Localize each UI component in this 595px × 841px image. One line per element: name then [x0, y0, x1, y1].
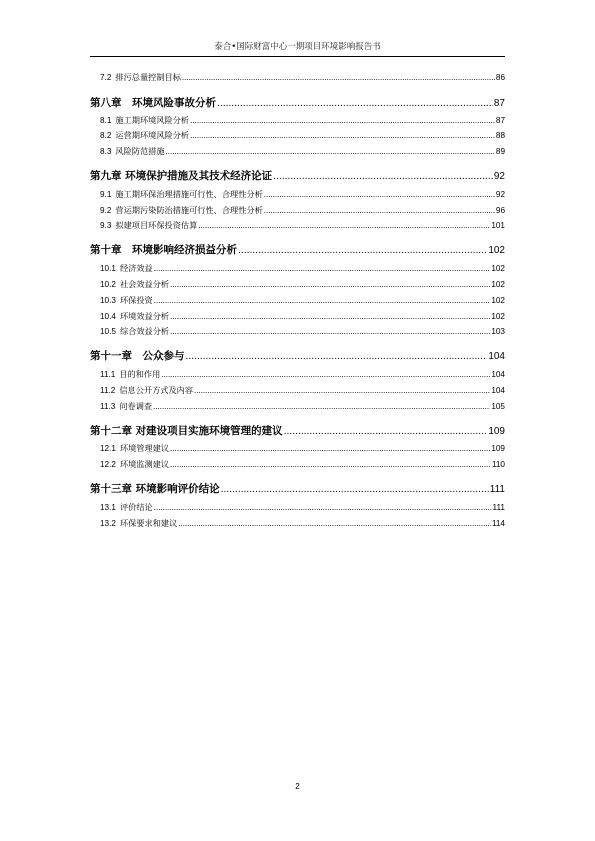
toc-page-number: 111	[492, 503, 505, 512]
toc-entry-number: 11.3	[100, 402, 116, 411]
toc-section-entry[interactable]	[90, 146, 505, 157]
toc-entry-title	[90, 348, 185, 363]
toc-entry-label: 施工期环保治理措施可行性、合理性分析	[115, 189, 263, 199]
toc-leader-dots	[198, 222, 490, 230]
toc-section-entry[interactable]	[90, 72, 505, 83]
toc-section-entry[interactable]	[90, 115, 505, 126]
toc-entry-title	[100, 326, 169, 337]
toc-leader-dots	[238, 246, 487, 256]
toc-entry-label: 第十二章 对建设项目实施环境管理的建议	[90, 425, 283, 437]
toc-entry-label: 第十三章 环境影响评价结论	[90, 483, 220, 495]
toc-entry-label: 信息公开方式及内容	[119, 385, 194, 395]
toc-leader-dots	[154, 265, 491, 273]
running-header: 泰合•国际财富中心一期项目环境影响报告书	[214, 42, 381, 52]
toc-entry-number: 10.1	[100, 264, 116, 273]
toc-page-number: 109	[488, 426, 505, 437]
toc-leader-dots	[170, 281, 490, 289]
toc-section-entry[interactable]	[90, 459, 505, 470]
page-number: 2	[295, 782, 300, 791]
toc-entry-title	[100, 295, 153, 306]
toc-leader-dots	[170, 461, 491, 469]
toc-leader-dots	[166, 148, 495, 156]
toc-leader-dots	[154, 297, 491, 305]
toc-leader-dots	[194, 387, 490, 395]
toc-leader-dots	[161, 371, 490, 379]
toc-chapter-entry[interactable]	[90, 423, 505, 438]
toc-entry-number: 11.2	[100, 386, 116, 395]
toc-section-entry[interactable]	[90, 369, 505, 380]
toc-section-entry[interactable]	[90, 279, 505, 290]
toc-entry-number: 13.2	[100, 519, 116, 528]
toc-entry-label: 运营期环境风险分析	[115, 130, 190, 140]
toc-leader-dots	[170, 328, 490, 336]
toc-entry-label: 综合效益分析	[119, 326, 170, 336]
toc-entry-title	[100, 279, 169, 290]
toc-entry-label: 环境监测建议	[119, 459, 170, 469]
toc-leader-dots	[170, 313, 490, 321]
toc-entry-label: 营运期污染防治措施可行性、合理性分析	[115, 205, 263, 215]
toc-chapter-entry[interactable]	[90, 242, 505, 257]
toc-page-number: 86	[495, 73, 505, 82]
toc-entry-title	[100, 385, 193, 396]
toc-entry-title	[100, 311, 169, 322]
toc-entry-label: 第十一章 公众参与	[90, 350, 185, 362]
toc-entry-label: 问卷调查	[119, 401, 153, 411]
toc-entry-title	[90, 423, 283, 438]
toc-entry-number: 9.3	[100, 221, 112, 230]
toc-page-number: 102	[488, 245, 505, 256]
toc-page-number: 109	[491, 444, 505, 453]
toc-chapter-entry[interactable]	[90, 348, 505, 363]
toc-section-entry[interactable]	[90, 326, 505, 337]
toc-entry-number: 8.3	[100, 147, 112, 156]
toc-entry-title	[100, 369, 160, 380]
toc-entry-label: 风险防范措施	[115, 146, 165, 156]
toc-leader-dots	[178, 520, 491, 528]
toc-page-number: 96	[495, 206, 505, 215]
toc-entry-title	[100, 401, 152, 412]
toc-entry-label: 第十章 环境影响经济损益分析	[90, 244, 237, 256]
toc-leader-dots	[182, 74, 495, 82]
toc-entry-title	[100, 220, 197, 231]
toc-entry-number: 11.1	[100, 370, 116, 379]
toc-entry-title	[100, 263, 153, 274]
toc-entry-label: 环境效益分析	[119, 311, 170, 321]
toc-entry-number: 8.2	[100, 131, 112, 140]
toc-chapter-entry[interactable]	[90, 168, 505, 183]
toc-entry-title	[100, 518, 177, 529]
toc-entry-title	[90, 168, 272, 183]
toc-leader-dots	[154, 504, 492, 512]
toc-leader-dots	[217, 99, 493, 109]
toc-page-number: 104	[491, 386, 505, 395]
toc-leader-dots	[273, 172, 493, 182]
toc-chapter-entry[interactable]	[90, 95, 505, 110]
toc-entry-number: 9.2	[100, 206, 112, 215]
toc-leader-dots	[190, 132, 495, 140]
toc-entry-title	[100, 459, 169, 470]
toc-entry-title	[100, 189, 263, 200]
toc-page-number: 110	[491, 460, 505, 469]
toc-chapter-entry[interactable]	[90, 481, 505, 496]
toc-entry-label: 目的和作用	[119, 369, 161, 379]
toc-entry-title	[90, 481, 220, 496]
toc-leader-dots	[221, 485, 489, 495]
toc-page-number: 89	[495, 147, 505, 156]
toc-entry-label: 经济效益	[119, 263, 153, 273]
toc-page-number: 92	[493, 171, 505, 182]
toc-entry-label: 第九章 环境保护措施及其技术经济论证	[90, 170, 273, 182]
toc-entry-title	[100, 205, 263, 216]
toc-entry-number: 10.4	[100, 312, 116, 321]
toc-entry-label: 拟建项目环保投资估算	[115, 220, 198, 230]
toc-page-number: 114	[491, 519, 505, 528]
toc-entry-label: 施工期环境风险分析	[115, 115, 190, 125]
toc-entry-title	[90, 95, 216, 110]
toc-entry-number: 12.1	[100, 444, 116, 453]
toc-entry-number: 8.1	[100, 116, 112, 125]
toc-entry-label: 排污总量控制目标	[115, 72, 181, 82]
toc-entry-label: 环境管理建议	[119, 443, 170, 453]
toc-leader-dots	[170, 445, 490, 453]
toc-section-entry[interactable]	[90, 502, 505, 513]
toc-section-entry[interactable]	[90, 263, 505, 274]
toc-entry-number: 7.2	[100, 73, 112, 82]
toc-section-entry[interactable]	[90, 385, 505, 396]
toc-entry-label: 社会效益分析	[119, 279, 170, 289]
toc-entry-number: 9.1	[100, 190, 112, 199]
toc-page-number: 104	[488, 351, 505, 362]
toc-page-number: 87	[495, 116, 505, 125]
toc-entry-title	[90, 242, 237, 257]
toc-page-number: 102	[491, 264, 505, 273]
toc-page-number: 105	[491, 402, 505, 411]
toc-entry-title	[100, 130, 189, 141]
toc-entry-label: 评价结论	[119, 502, 153, 512]
toc-section-entry[interactable]	[90, 220, 505, 231]
toc-leader-dots	[190, 117, 495, 125]
toc-entry-number: 10.5	[100, 327, 116, 336]
toc-page-number: 87	[493, 98, 505, 109]
toc-section-entry[interactable]	[90, 130, 505, 141]
toc-entry-label: 环保要求和建议	[119, 518, 178, 528]
toc-section-entry[interactable]	[90, 443, 505, 454]
toc-section-entry[interactable]	[90, 401, 505, 412]
toc-entry-title	[100, 115, 189, 126]
toc-leader-dots	[186, 352, 488, 362]
header-rule	[90, 56, 505, 57]
toc-entry-title	[100, 72, 181, 83]
toc-page-number: 101	[491, 221, 505, 230]
toc-page-number: 102	[491, 312, 505, 321]
toc-entry-number: 12.2	[100, 460, 116, 469]
toc-entry-title	[100, 443, 169, 454]
toc-entry-title	[100, 502, 153, 513]
toc-section-entry[interactable]	[90, 189, 505, 200]
toc-page-number: 111	[489, 484, 505, 495]
toc-page-number: 102	[491, 296, 505, 305]
toc-leader-dots	[264, 191, 495, 199]
toc-entry-title	[100, 146, 165, 157]
toc-page-number: 92	[495, 190, 505, 199]
toc-section-entry[interactable]	[90, 311, 505, 322]
toc-section-entry[interactable]	[90, 295, 505, 306]
toc-leader-dots	[264, 207, 495, 215]
toc-leader-dots	[284, 427, 488, 437]
toc-entry-number: 13.1	[100, 503, 116, 512]
toc-page-number: 88	[495, 131, 505, 140]
toc-page-number: 103	[491, 327, 505, 336]
toc-entry-label: 第八章 环境风险事故分析	[90, 97, 216, 109]
toc-entry-label: 环保投资	[119, 295, 153, 305]
toc-entry-number: 10.2	[100, 280, 116, 289]
toc-leader-dots	[153, 403, 490, 411]
toc-page-number: 104	[491, 370, 505, 379]
toc-section-entry[interactable]	[90, 205, 505, 216]
toc-entry-number: 10.3	[100, 296, 116, 305]
toc-page-number: 102	[491, 280, 505, 289]
toc-section-entry[interactable]	[90, 518, 505, 529]
